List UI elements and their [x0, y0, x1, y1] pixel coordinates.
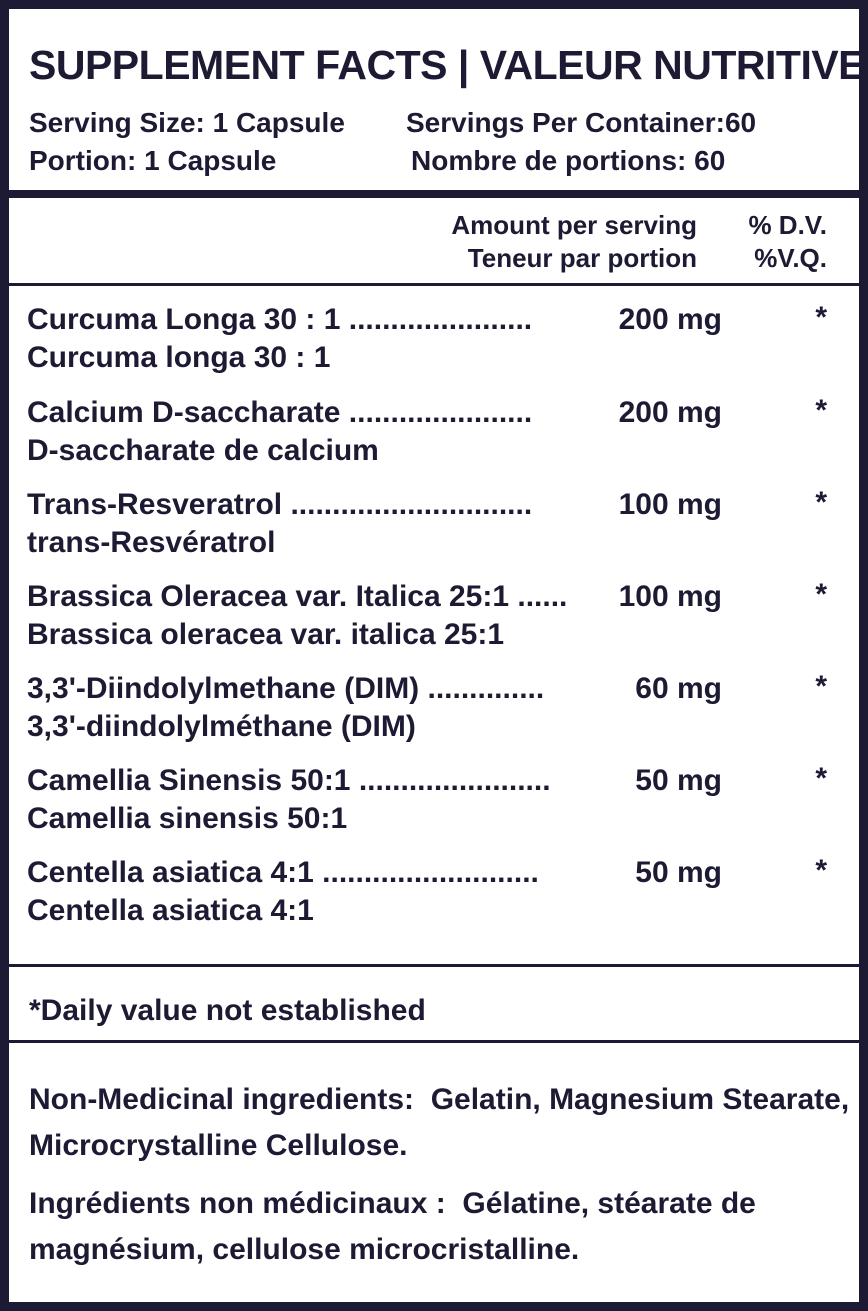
ingredient-amount: 50 mg [635, 764, 722, 797]
ingredient-dv: * [815, 854, 827, 887]
serving-size-fr: Portion: 1 Capsule [29, 145, 277, 176]
non-medicinal-label-en: Non-Medicinal ingredients: [29, 1083, 415, 1116]
daily-value-footnote: *Daily value not established [29, 994, 426, 1027]
ingredient-name-en: Trans-Resveratrol ............................. [27, 488, 533, 521]
non-medicinal-label-fr: Ingrédients non médicinaux : [29, 1187, 446, 1220]
ingredient-dv: * [815, 670, 827, 703]
ingredient-name-en: Calcium D-saccharate ...................... [27, 396, 533, 429]
ingredient-name-fr: Centella asiatica 4:1 [27, 894, 314, 927]
ingredient-name-fr: trans-Resvératrol [27, 526, 276, 559]
ingredient-name-fr: Brassica oleracea var. italica 25:1 [27, 618, 505, 651]
ingredient-amount: 60 mg [635, 672, 722, 705]
ingredient-row [27, 856, 847, 938]
header-divider [9, 283, 859, 286]
ingredient-name-en: Camellia Sinensis 50:1 ....................... [27, 764, 551, 797]
ingredient-name-fr: D-saccharate de calcium [27, 434, 379, 467]
non-medicinal-text-en: Gelatin, Magnesium Stearate, Microcrystalline Cellulose. [29, 1083, 850, 1162]
ingredient-row [27, 488, 847, 570]
ingredient-name-fr: 3,3'-diindolylméthane (DIM) [27, 710, 416, 743]
ingredients-divider [9, 964, 859, 967]
ingredient-dv: * [815, 301, 827, 334]
ingredient-name-en: Curcuma Longa 30 : 1 ...................... [27, 303, 533, 336]
non-medicinal-text-fr: Gélatine, stéarate de magnésium, cellulose microcristalline. [29, 1187, 756, 1266]
dv-header [748, 209, 827, 275]
panel-title: SUPPLEMENT FACTS | VALEUR NUTRITIVE [29, 42, 866, 88]
ingredient-amount: 200 mg [618, 303, 722, 336]
ingredient-dv: * [815, 578, 827, 611]
servings-per-container-en: Servings Per Container:60 [406, 107, 757, 138]
ingredient-amount: 100 mg [618, 580, 722, 613]
ingredient-amount: 50 mg [635, 856, 722, 889]
ingredient-name-fr: Curcuma longa 30 : 1 [27, 341, 331, 374]
ingredient-row [27, 303, 847, 385]
ingredient-row [27, 396, 847, 478]
ingredient-dv: * [815, 486, 827, 519]
ingredient-row [27, 672, 847, 754]
footnote-divider [9, 1040, 859, 1043]
amount-header-fr: Teneur par portion [467, 243, 697, 273]
ingredient-dv: * [815, 762, 827, 795]
ingredient-row [27, 764, 847, 846]
ingredient-amount: 200 mg [618, 396, 722, 429]
dv-header-en: % D.V. [748, 210, 827, 240]
ingredient-name-en: Brassica Oleracea var. Italica 25:1 ...... [27, 580, 568, 613]
non-medicinal-fr [29, 1181, 859, 1273]
serving-size-en: Serving Size: 1 Capsule [29, 107, 345, 138]
dv-header-fr: %V.Q. [754, 243, 827, 273]
amount-header-en: Amount per serving [451, 210, 697, 240]
servings-per-container-fr: Nombre de portions: 60 [411, 145, 726, 176]
non-medicinal-en [29, 1077, 859, 1169]
ingredient-row [27, 580, 847, 662]
ingredient-amount: 100 mg [618, 488, 722, 521]
amount-header [451, 209, 697, 275]
ingredient-name-en: Centella asiatica 4:1 .......................... [27, 856, 539, 889]
ingredient-dv: * [815, 394, 827, 427]
thick-divider [9, 190, 859, 198]
ingredient-name-fr: Camellia sinensis 50:1 [27, 802, 348, 835]
ingredient-name-en: 3,3'-Diindolylmethane (DIM) .............. [27, 672, 545, 705]
